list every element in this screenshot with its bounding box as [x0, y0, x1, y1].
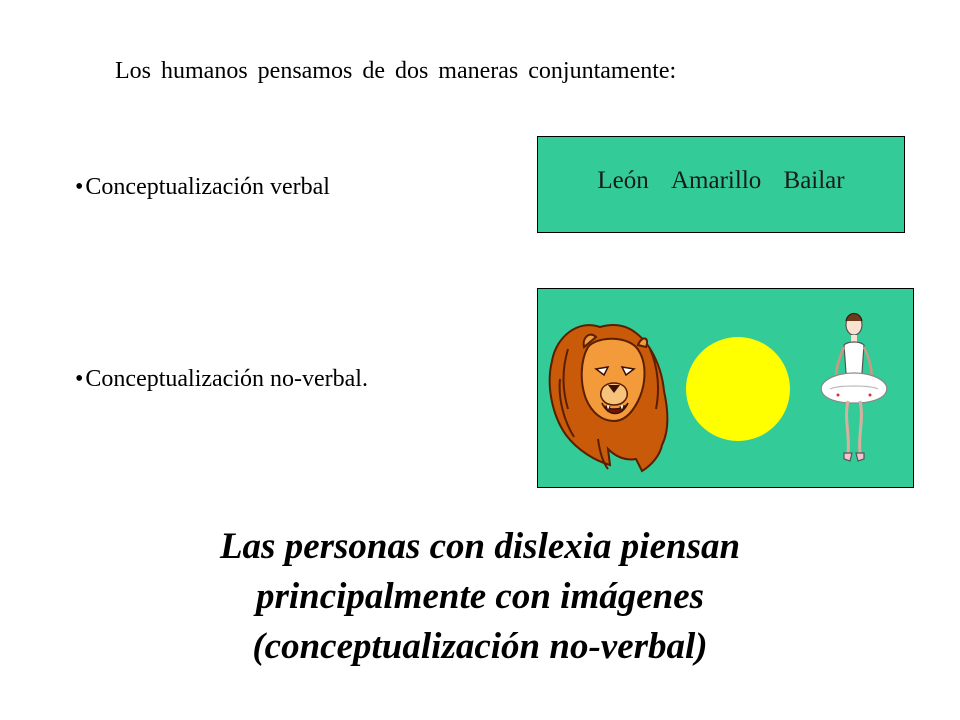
lion-icon: [550, 325, 668, 471]
conclusion-text: [0, 522, 960, 672]
bullet-verbal-label: Conceptualización verbal: [85, 174, 330, 200]
conclusion-line-3: (conceptualización no-verbal): [252, 626, 708, 667]
word-bailar: Bailar: [783, 167, 845, 194]
word-leon: León: [597, 167, 649, 194]
bullet-verbal: [75, 174, 330, 201]
images-panel: [537, 288, 914, 488]
conclusion-line-2: principalmente con imágenes: [255, 576, 705, 617]
conclusion-line-1: Las personas con dislexia piensan: [219, 526, 741, 567]
ballerina-icon: [821, 314, 887, 462]
yellow-circle-icon: [686, 337, 790, 441]
words-panel: [537, 136, 905, 233]
images-illustration: [538, 289, 915, 489]
bullet-marker: •: [75, 366, 84, 392]
intro-text: Los humanos pensamos de dos maneras conjuntamente:: [115, 58, 677, 84]
bullet-nonverbal-label: Conceptualización no-verbal.: [85, 366, 368, 392]
bullet-marker: •: [75, 174, 84, 200]
word-list: [538, 167, 904, 195]
bullet-nonverbal: [75, 366, 368, 393]
word-amarillo: Amarillo: [671, 167, 762, 194]
